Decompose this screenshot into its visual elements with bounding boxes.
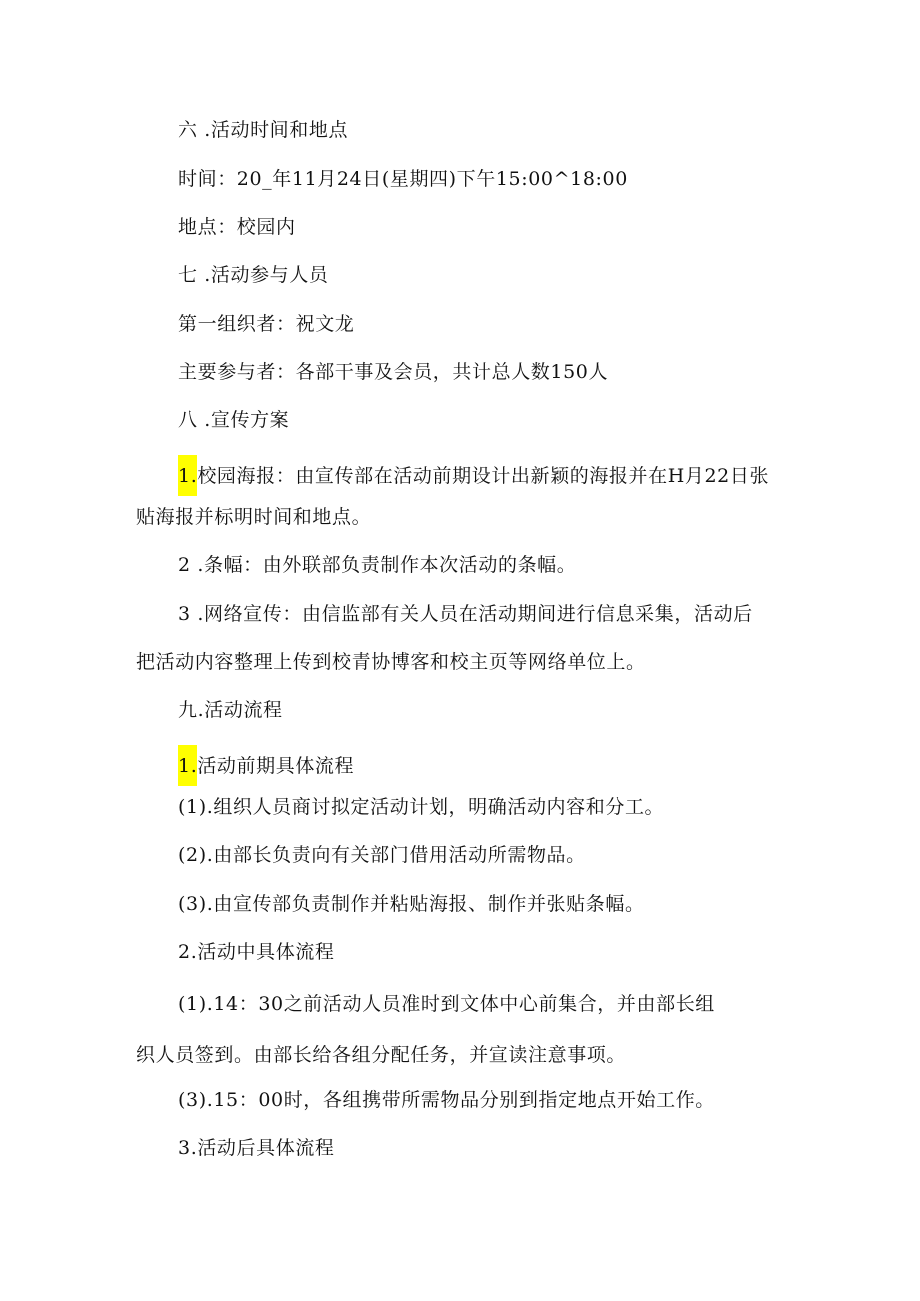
list-item: (1).14：30之前活动人员准时到文体中心前集合，并由部长组 xyxy=(178,993,715,1015)
list-item: (2).由部长负责向有关部门借用活动所需物品。 xyxy=(178,844,586,866)
paragraph-organizer: 第一组织者：祝文龙 xyxy=(178,313,355,335)
highlight-number: 1. xyxy=(178,455,197,496)
subheading-during-activity: 2.活动中具体流程 xyxy=(178,941,335,963)
subheading-pre-activity xyxy=(178,745,354,786)
list-item: (3).由宣传部负责制作并粘贴海报、制作并张贴条幅。 xyxy=(178,893,645,915)
section-heading-publicity: 八 .宣传方案 xyxy=(178,409,290,431)
list-item-text: 校园海报：由宣传部在活动前期设计出新颖的海报并在H月22日张 xyxy=(197,465,770,487)
subheading-text: 活动前期具体流程 xyxy=(197,755,355,777)
list-item: (3).15：00时，各组携带所需物品分别到指定地点开始工作。 xyxy=(178,1089,715,1111)
section-heading-participants: 七 .活动参与人员 xyxy=(178,264,329,286)
paragraph-location: 地点：校园内 xyxy=(178,216,296,238)
highlight-number: 1. xyxy=(178,745,197,786)
list-item-banner: 2 .条幅：由外联部负责制作本次活动的条幅。 xyxy=(178,554,577,576)
subheading-post-activity: 3.活动后具体流程 xyxy=(178,1137,335,1159)
section-heading-process: 九.活动流程 xyxy=(178,699,283,721)
list-item-online: 3 .网络宣传：由信监部有关人员在活动期间进行信息采集，活动后 xyxy=(178,603,753,625)
paragraph-continuation: 把活动内容整理上传到校青协博客和校主页等网络单位上。 xyxy=(136,651,646,673)
paragraph-participants: 主要参与者：各部干事及会员，共计总人数150人 xyxy=(178,361,609,383)
list-item: (1).组织人员商讨拟定活动计划，明确活动内容和分工。 xyxy=(178,796,665,818)
section-heading-schedule: 六 .活动时间和地点 xyxy=(178,119,349,141)
paragraph-time: 时间：20_年11月24日(星期四)下午15:00^18:00 xyxy=(178,168,628,190)
paragraph-continuation: 贴海报并标明时间和地点。 xyxy=(136,506,372,528)
paragraph-continuation: 织人员签到。由部长给各组分配任务，并宣读注意事项。 xyxy=(136,1044,627,1066)
list-item-poster xyxy=(178,455,769,496)
